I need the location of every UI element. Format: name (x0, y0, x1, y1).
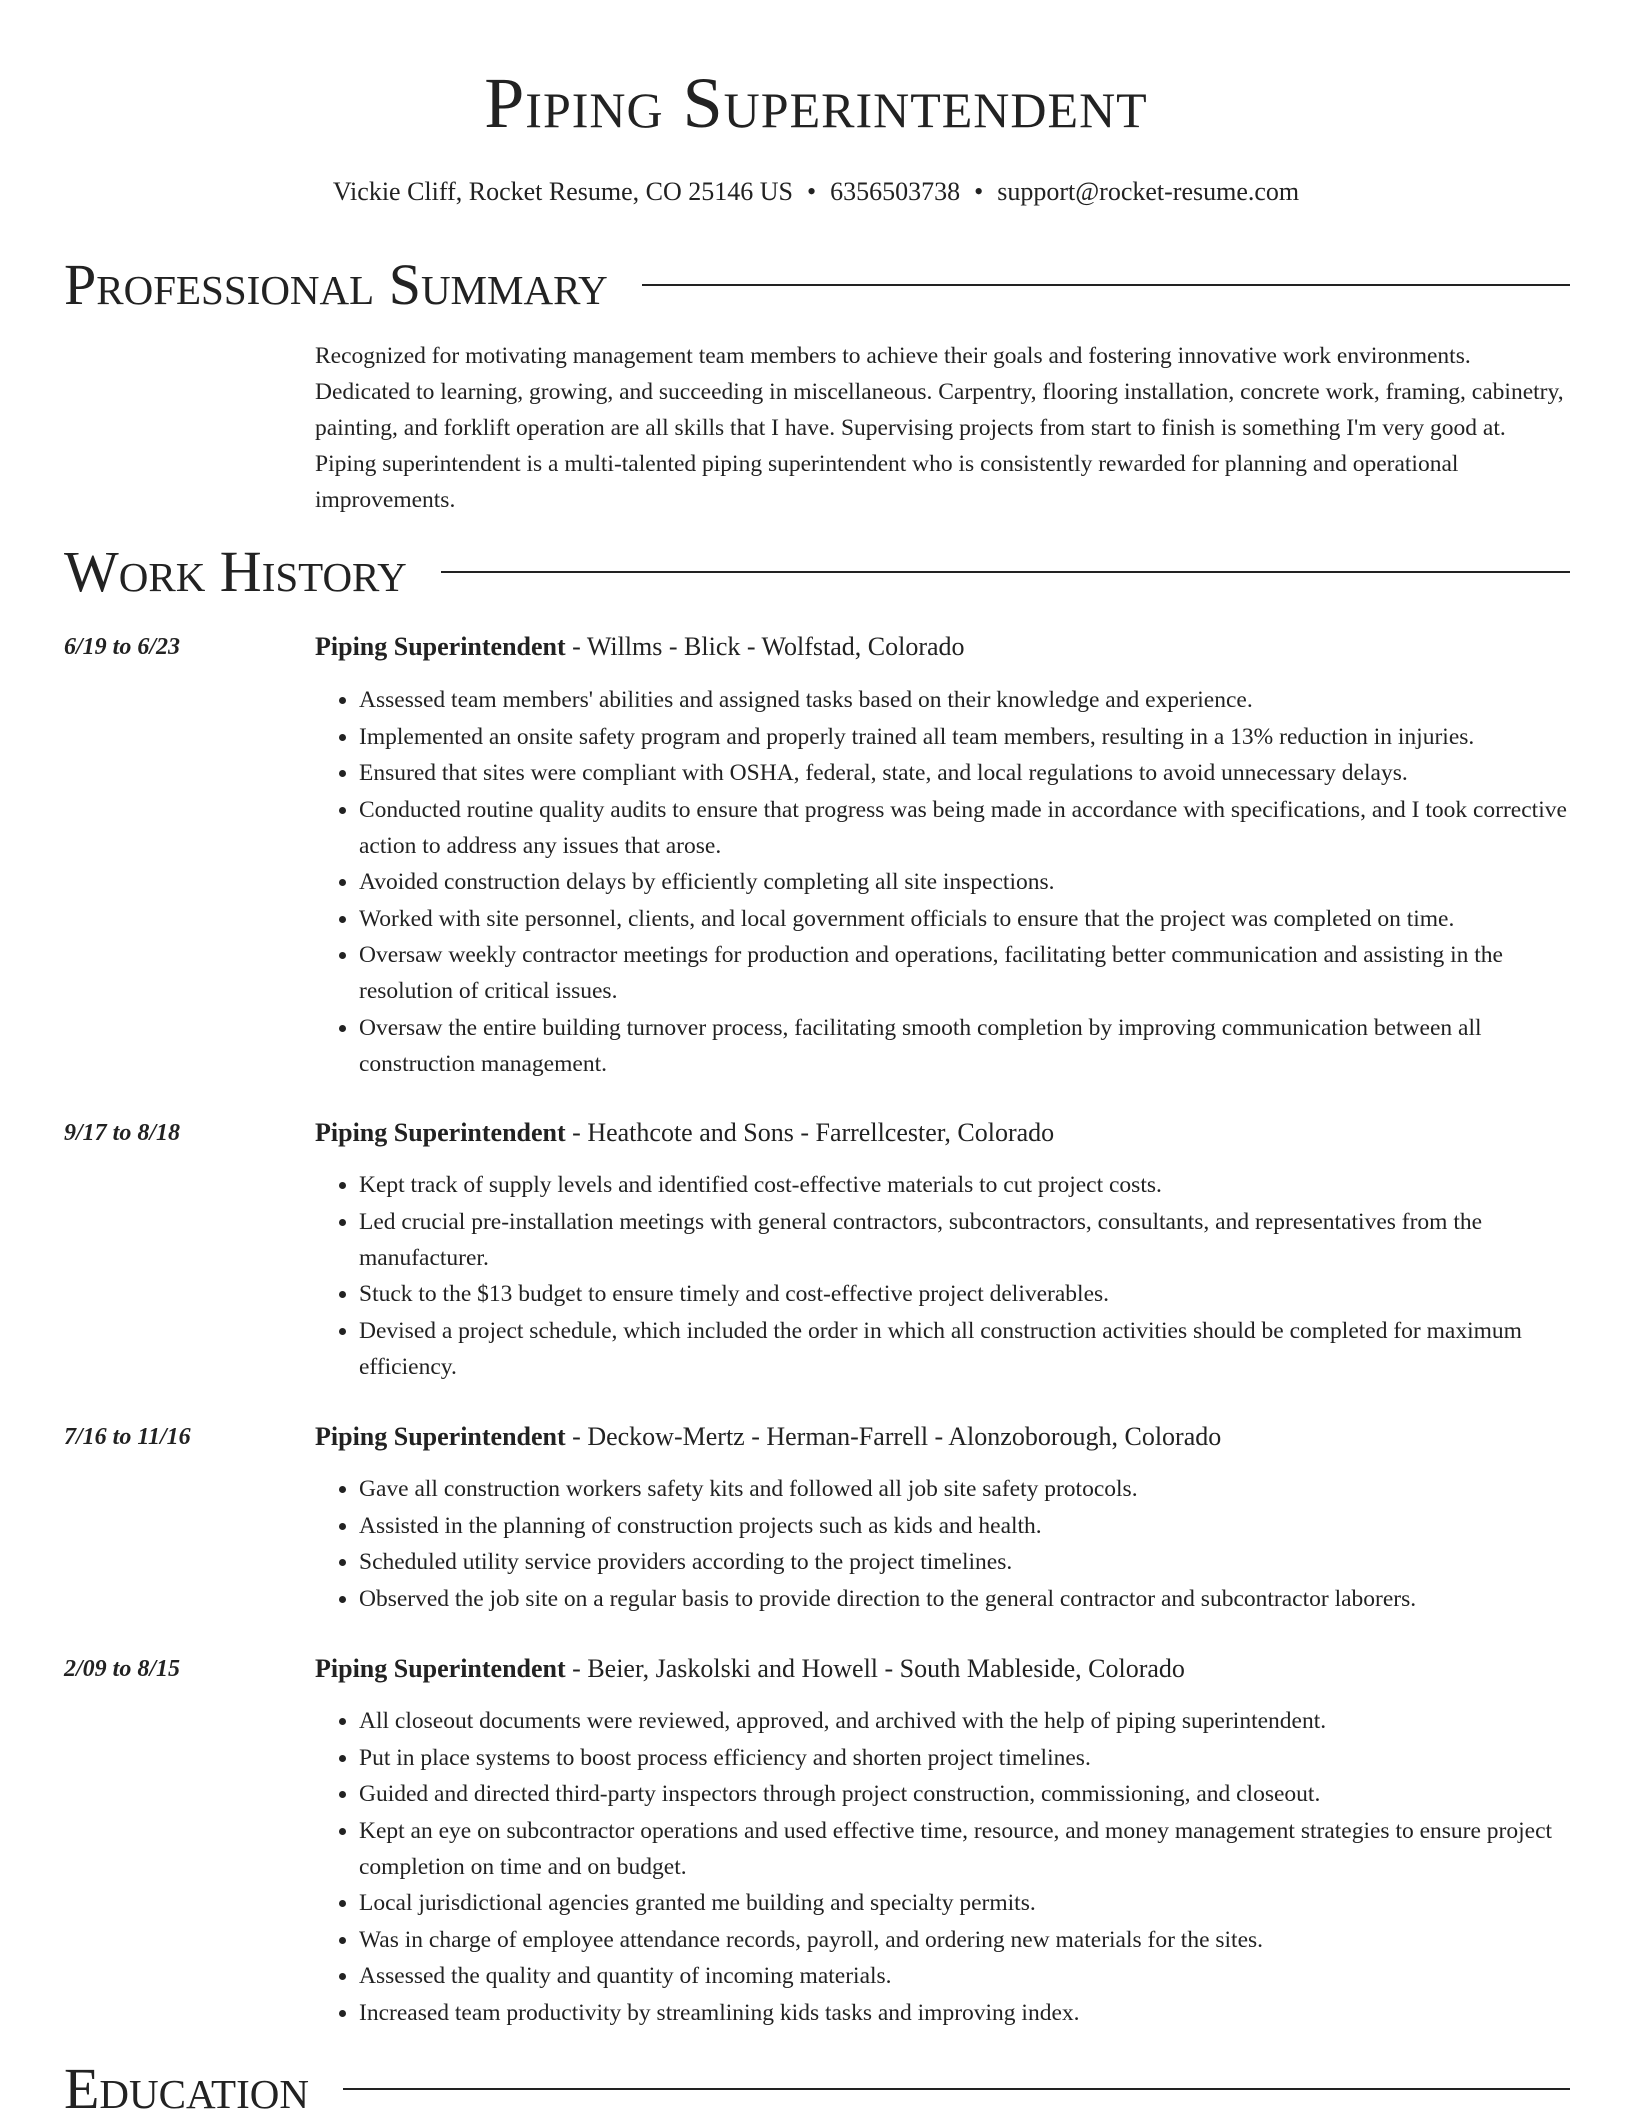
job-bullets (315, 1703, 1571, 2031)
job-bullet: • Oversaw weekly contractor meetings for production and operations, facilitating better communication and assisting in the resolution of critical issues. (359, 937, 1571, 1009)
job-employer: - Heathcote and Sons - Farrellcester, Colorado (565, 1118, 1055, 1147)
job-bullets (315, 1471, 1571, 1617)
education-section-header (64, 2054, 1570, 2124)
job-bullet: • Worked with site personnel, clients, and local government officials to ensure that the project was completed on time. (359, 901, 1571, 937)
contact-separator: • (974, 177, 984, 206)
job-bullet: • Ensured that sites were compliant with OSHA, federal, state, and local regulations to avoid unnecessary delays. (359, 755, 1571, 791)
job-bullet: • Assisted in the planning of construction projects such as kids and health. (359, 1508, 1571, 1544)
job-bullet: • Observed the job site on a regular basis to provide direction to the general contractor and subcontractor laborers. (359, 1581, 1571, 1617)
summary-section-header (64, 250, 1570, 320)
job-heading (315, 1649, 1185, 1689)
job-bullets (315, 682, 1571, 1082)
contact-line (0, 174, 1632, 210)
job-title: Piping Superintendent (315, 1118, 566, 1147)
job-heading (315, 1417, 1221, 1457)
job-bullet: • Conducted routine quality audits to ensure that progress was being made in accordance with specifications, and I took corrective action to address any issues that arose. (359, 792, 1571, 864)
job-bullet: • Devised a project schedule, which included the order in which all construction activities should be completed for maximum efficiency. (359, 1313, 1571, 1385)
education-section-title: Education (64, 2056, 309, 2121)
job-bullet: • Local jurisdictional agencies granted me building and specialty permits. (359, 1885, 1571, 1921)
job-bullet: • Assessed team members' abilities and assigned tasks based on their knowledge and experience. (359, 682, 1571, 718)
work-section-title: Work History (64, 539, 407, 604)
job-bullet: • Avoided construction delays by efficiently completing all site inspections. (359, 864, 1571, 900)
job-date: 2/09 to 8/15 (64, 1656, 181, 1682)
job-bullet: • Put in place systems to boost process efficiency and shorten project timelines. (359, 1740, 1571, 1776)
resume-title: Piping Superintendent (484, 63, 1148, 143)
section-divider (343, 2088, 1570, 2090)
job-bullet: • Kept track of supply levels and identified cost-effective materials to cut project costs. (359, 1167, 1571, 1203)
job-title: Piping Superintendent (315, 1654, 566, 1683)
job-bullet: • Oversaw the entire building turnover process, facilitating smooth completion by improving communication between all construction management. (359, 1010, 1571, 1082)
job-title: Piping Superintendent (315, 1422, 566, 1451)
section-divider (441, 571, 1570, 573)
job-employer: - Beier, Jaskolski and Howell - South Mableside, Colorado (565, 1654, 1185, 1683)
contact-email: support@rocket-resume.com (997, 177, 1300, 206)
job-bullet: • Assessed the quality and quantity of incoming materials. (359, 1958, 1571, 1994)
job-bullet: • All closeout documents were reviewed, approved, and archived with the help of piping superintendent. (359, 1703, 1571, 1739)
job-employer: - Deckow-Mertz - Herman-Farrell - Alonzoborough, Colorado (565, 1422, 1222, 1451)
job-heading (315, 627, 965, 667)
contact-address: Vickie Cliff, Rocket Resume, CO 25146 US (332, 177, 793, 206)
summary-section-title: Professional Summary (64, 252, 608, 317)
work-section-header (64, 537, 1570, 607)
job-heading (315, 1113, 1054, 1153)
job-bullet: • Gave all construction workers safety kits and followed all job site safety protocols. (359, 1471, 1571, 1507)
job-employer: - Willms - Blick - Wolfstad, Colorado (565, 632, 965, 661)
job-bullet: • Was in charge of employee attendance records, payroll, and ordering new materials for the sites. (359, 1922, 1571, 1958)
contact-separator: • (807, 177, 817, 206)
job-bullet: • Kept an eye on subcontractor operations and used effective time, resource, and money management strategies to ensure project completion on time and on budget. (359, 1813, 1571, 1885)
job-bullet: • Increased team productivity by streamlining kids tasks and improving index. (359, 1995, 1571, 2031)
job-date: 9/17 to 8/18 (64, 1120, 181, 1146)
job-bullet: • Stuck to the $13 budget to ensure timely and cost-effective project deliverables. (359, 1276, 1571, 1312)
contact-phone: 6356503738 (830, 177, 961, 206)
job-bullets (315, 1167, 1571, 1385)
job-bullet: • Scheduled utility service providers according to the project timelines. (359, 1544, 1571, 1580)
job-bullet: • Implemented an onsite safety program and properly trained all team members, resulting in a 13% reduction in injuries. (359, 719, 1571, 755)
job-title: Piping Superintendent (315, 632, 566, 661)
summary-text: Recognized for motivating management team members to achieve their goals and fostering innovative work environments. Dedicated to learning, growing, and succeeding in miscellaneous. Carpentry, flooring installation, concrete work, framing, cabinetry, painting, and forklift operation are all skills that I have. Supervising projects from start to finish is something I'm very good at. Piping superintendent is a multi-talented piping superintendent who is consistently rewarded for planning and operational improvements. (315, 343, 1564, 513)
job-date: 6/19 to 6/23 (64, 634, 181, 660)
job-date: 7/16 to 11/16 (64, 1424, 191, 1450)
job-bullet: • Guided and directed third-party inspectors through project construction, commissioning, and closeout. (359, 1776, 1571, 1812)
job-bullet: • Led crucial pre-installation meetings with general contractors, subcontractors, consultants, and representatives from the manufacturer. (359, 1204, 1571, 1276)
section-divider (642, 284, 1570, 286)
